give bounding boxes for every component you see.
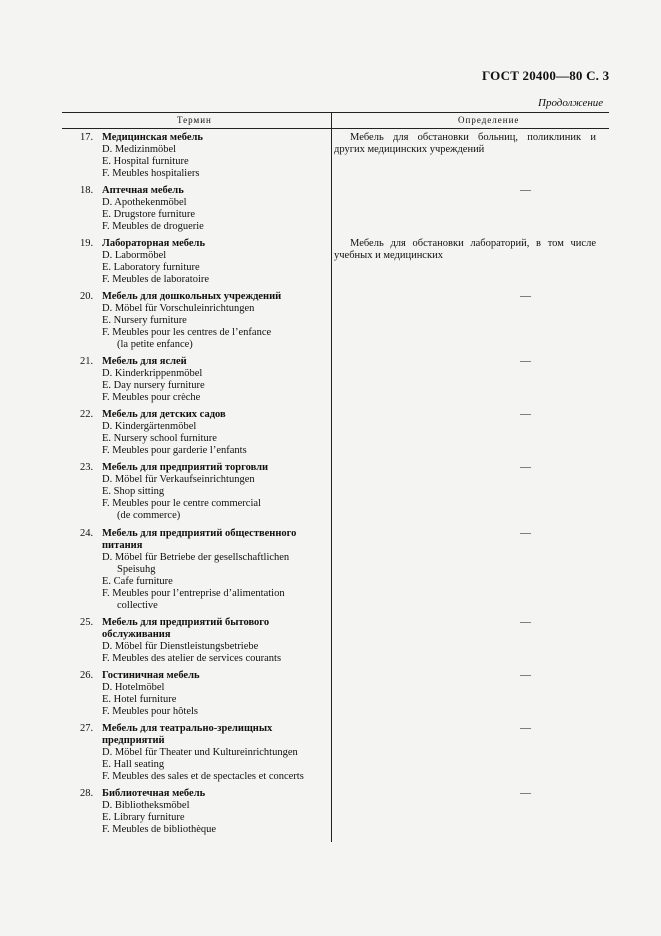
translation-de: D. Möbel für Dienstleistungsbetriebe bbox=[102, 641, 259, 652]
term-number: 20. bbox=[80, 291, 94, 302]
term-number: 18. bbox=[80, 185, 94, 196]
term-number: 26. bbox=[80, 670, 94, 681]
translation-fr: F. Meubles des atelier de services courants bbox=[102, 653, 282, 664]
translation-de: D. Bibliotheksmöbel bbox=[102, 800, 190, 811]
definition-24: — bbox=[520, 527, 531, 539]
translation-en: E. Hall seating bbox=[102, 759, 165, 770]
term-entry-17 bbox=[80, 132, 328, 180]
term-entry-19 bbox=[80, 238, 328, 286]
translation-fr: F. Meubles pour crèche bbox=[102, 392, 201, 403]
definition-19: Мебель для обстановки лабораторий, в том числе учебных и медицинских bbox=[334, 238, 596, 261]
term-entry-27 bbox=[80, 723, 328, 783]
translation-fr: F. Meubles des sales et de spectacles et concerts bbox=[102, 771, 304, 782]
definition-28: — bbox=[520, 787, 531, 799]
translation-de-cont: Speisuhg bbox=[117, 564, 156, 575]
translation-en: E. Cafe furniture bbox=[102, 576, 173, 587]
term-number: 25. bbox=[80, 617, 94, 628]
term-title: Мебель для театрально-зрелищных предприятий bbox=[102, 723, 273, 746]
term-entry-28 bbox=[80, 788, 328, 836]
term-title: Медицинская мебель bbox=[102, 132, 203, 143]
definition-21: — bbox=[520, 355, 531, 367]
definition-25: — bbox=[520, 616, 531, 628]
definition-23: — bbox=[520, 461, 531, 473]
translation-en: E. Drugstore furniture bbox=[102, 209, 196, 220]
term-number: 23. bbox=[80, 462, 94, 473]
translation-en: E. Nursery furniture bbox=[102, 315, 187, 326]
translation-de: D. Apothekenmöbel bbox=[102, 197, 187, 208]
translation-fr: F. Meubles hospitaliers bbox=[102, 168, 200, 179]
table-top-rule bbox=[62, 112, 609, 113]
term-entry-22 bbox=[80, 409, 328, 457]
translation-de: D. Labormöbel bbox=[102, 250, 167, 261]
translation-fr: F. Meubles de laboratoire bbox=[102, 274, 210, 285]
term-entry-24 bbox=[80, 528, 328, 612]
table-header-rule bbox=[62, 128, 609, 129]
term-entry-23 bbox=[80, 462, 328, 522]
translation-fr: F. Meubles pour l’entreprise d’alimentation bbox=[102, 588, 285, 599]
term-entry-26 bbox=[80, 670, 328, 718]
translation-en: E. Hospital furniture bbox=[102, 156, 189, 167]
term-title: Лабораторная мебель bbox=[102, 238, 205, 249]
term-number: 27. bbox=[80, 723, 94, 734]
definition-22: — bbox=[520, 408, 531, 420]
term-number: 17. bbox=[80, 132, 94, 143]
translation-fr: F. Meubles pour hôtels bbox=[102, 706, 198, 717]
term-title: Мебель для яслей bbox=[102, 356, 187, 367]
term-title: Библиотечная мебель bbox=[102, 788, 206, 799]
definition-26: — bbox=[520, 669, 531, 681]
term-title: Мебель для предприятий общественного питания bbox=[102, 528, 297, 551]
translation-fr-cont: collective bbox=[117, 600, 158, 611]
translation-fr: F. Meubles pour les centres de l’enfance bbox=[102, 327, 272, 338]
term-title: Мебель для предприятий бытового обслуживания bbox=[102, 617, 270, 640]
translation-de: D. Möbel für Theater und Kultureinrichtungen bbox=[102, 747, 298, 758]
term-number: 22. bbox=[80, 409, 94, 420]
column-header-term: Термин bbox=[177, 115, 212, 125]
translation-de: D. Möbel für Verkaufseinrichtungen bbox=[102, 474, 255, 485]
translation-en: E. Laboratory furniture bbox=[102, 262, 200, 273]
translation-de: D. Hotelmöbel bbox=[102, 682, 165, 693]
translation-fr: F. Meubles pour le centre commercial bbox=[102, 498, 261, 509]
terms-table bbox=[62, 112, 609, 842]
translation-en: E. Shop sitting bbox=[102, 486, 165, 497]
term-title: Мебель для детских садов bbox=[102, 409, 226, 420]
definition-27: — bbox=[520, 722, 531, 734]
term-title: Гостиничная мебель bbox=[102, 670, 200, 681]
page-code: ГОСТ 20400—80 С. 3 bbox=[482, 68, 610, 83]
translation-en: E. Day nursery furniture bbox=[102, 380, 205, 391]
term-title: Мебель для дошкольных учреждений bbox=[102, 291, 282, 302]
translation-fr-cont: (la petite enfance) bbox=[117, 339, 193, 350]
definition-18: — bbox=[520, 184, 531, 196]
term-entry-21 bbox=[80, 356, 328, 404]
term-entry-25 bbox=[80, 617, 328, 665]
translation-en: E. Hotel furniture bbox=[102, 694, 177, 705]
translation-de: D. Medizinmöbel bbox=[102, 144, 177, 155]
translation-en: E. Library furniture bbox=[102, 812, 185, 823]
translation-de: D. Möbel für Betriebe der gesellschaftlichen bbox=[102, 552, 290, 563]
term-entry-18 bbox=[80, 185, 328, 233]
translation-fr: F. Meubles de bibliothèque bbox=[102, 824, 217, 835]
term-title: Мебель для предприятий торговли bbox=[102, 462, 269, 473]
term-entry-20 bbox=[80, 291, 328, 351]
column-header-definition: Определение bbox=[458, 115, 520, 125]
translation-de: D. Möbel für Vorschuleinrichtungen bbox=[102, 303, 255, 314]
translation-de: D. Kindergärtenmöbel bbox=[102, 421, 197, 432]
translation-fr-cont: (de commerce) bbox=[117, 510, 181, 521]
translation-de: D. Kinderkrippenmöbel bbox=[102, 368, 203, 379]
definition-20: — bbox=[520, 290, 531, 302]
table-column-divider bbox=[331, 112, 332, 842]
definition-17: Мебель для обстановки больниц, поликлиник и других медицинских учреждений bbox=[334, 132, 596, 155]
term-title: Аптечная мебель bbox=[102, 185, 184, 196]
translation-en: E. Nursery school furniture bbox=[102, 433, 217, 444]
translation-fr: F. Meubles pour garderie l’enfants bbox=[102, 445, 247, 456]
term-number: 24. bbox=[80, 528, 94, 539]
term-number: 19. bbox=[80, 238, 94, 249]
translation-fr: F. Meubles de droguerie bbox=[102, 221, 204, 232]
term-number: 28. bbox=[80, 788, 94, 799]
continued-label: Продолжение bbox=[538, 97, 604, 109]
term-number: 21. bbox=[80, 356, 94, 367]
